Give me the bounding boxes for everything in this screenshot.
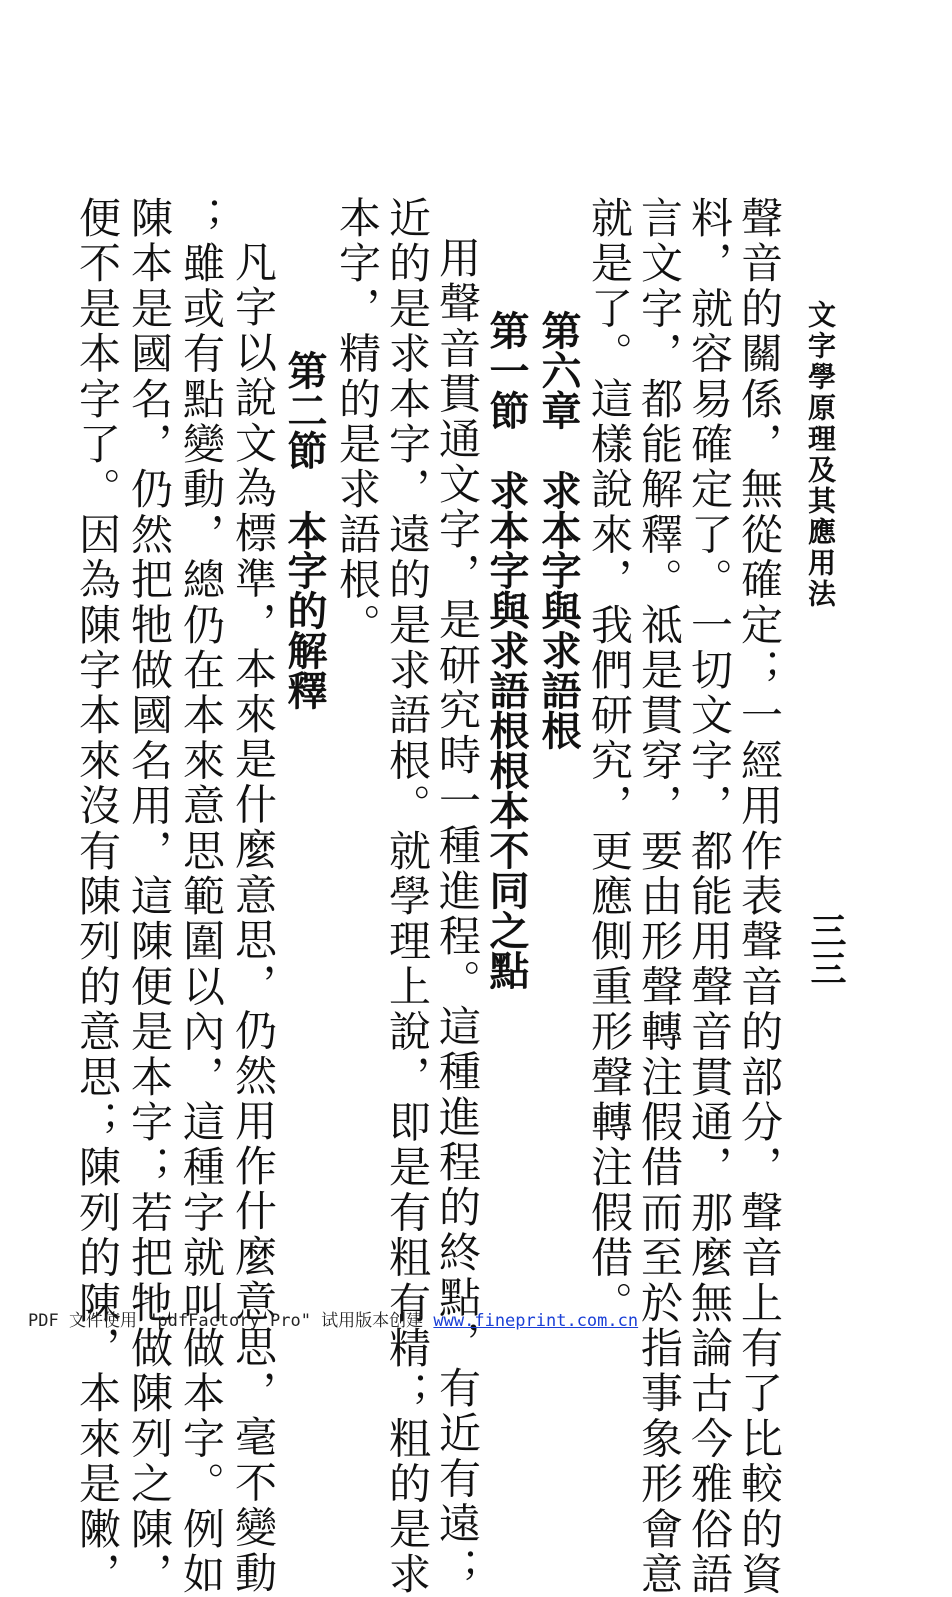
section-1-column-2: 近的是求本字，遠的是求語根。就學理上說，即是有粗有精；粗的是求 [383,196,432,1597]
section-1-column-1: 用聲音貫通文字，是研究時一種進程。這種進程的終點，有近有遠； [433,236,482,1592]
text-column-4: 就是了。這樣說來，我們研究，更應側重形聲轉注假借。 [585,196,634,1326]
chapter-heading: 第六章 求本字與求語根 [535,310,582,750]
section-2-column-1: 凡字以說文為標準，本來是什麼意思，仍然用作什麼意思，毫不變動 [229,240,278,1596]
text-column-3: 言文字，都能解釋。祗是貫穿，要由形聲轉注假借而至於指事象形會意 [635,196,684,1597]
footer-text: PDF 文件使用 "pdfFactory Pro" 试用版本创建 [28,1311,434,1331]
section-1-heading: 第一節 求本字與求語根根本不同之點 [483,310,530,990]
text-column-1: 聲音的關係，無從確定；一經用作表聲音的部分，聲音上有了比較的資 [735,196,784,1597]
section-2-column-4: 便不是本字了。因為陳字本來沒有陳列的意思；陳列的陳，本來是敶， [73,196,122,1597]
pdf-footer [28,1306,638,1331]
text-column-2: 料，就容易確定了。一切文字，都能用聲音貫通，那麼無論古今雅俗語 [685,196,734,1597]
section-2-column-2: ；雖或有點變動，總仍在本來意思範圍以內，這種字就叫做本字。例如 [177,196,226,1597]
page-number: 三三 [805,912,847,988]
running-header-title: 文字學原理及其應用法 [804,300,837,610]
section-2-column-3: 陳本是國名，仍然把牠做國名用，這陳便是本字；若把牠做陳列之陳， [125,196,174,1597]
section-2-heading: 第二節 本字的解釋 [281,350,328,710]
section-1-column-3: 本字，精的是求語根。 [333,196,382,648]
fineprint-link[interactable]: www.fineprint.com.cn [433,1311,639,1331]
